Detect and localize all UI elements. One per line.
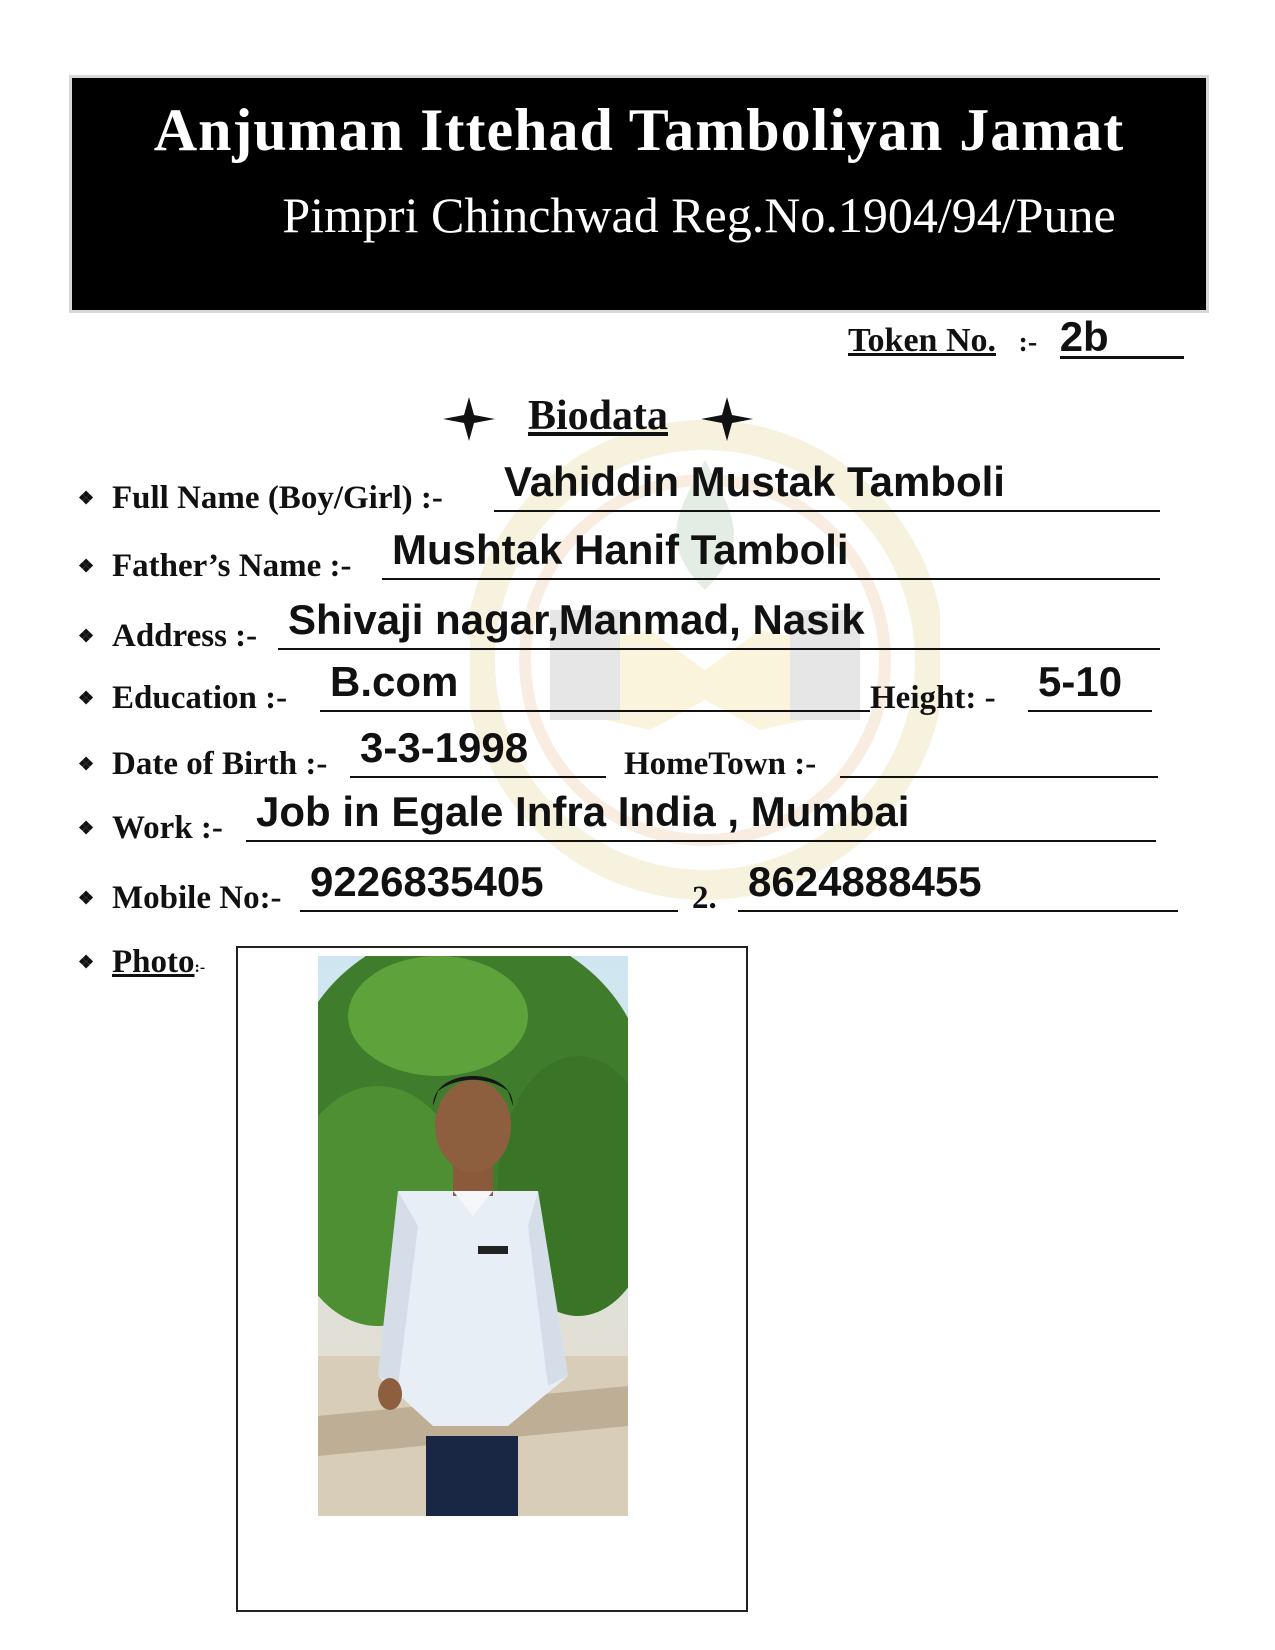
four-point-star-icon xyxy=(443,397,495,441)
token-row xyxy=(848,313,1184,360)
field-full-name xyxy=(78,458,1178,520)
diamond-bullet-icon: ❖ xyxy=(78,488,95,508)
dob-value-line xyxy=(350,724,606,778)
height-value-line xyxy=(1028,658,1152,712)
field-dob-hometown xyxy=(78,724,1178,786)
mobile2-label: 2. xyxy=(692,880,717,916)
biodata-title xyxy=(438,392,758,441)
photo-frame xyxy=(236,946,748,1612)
field-work xyxy=(78,788,1178,850)
address-label: Address :- xyxy=(112,618,258,654)
full-name-value-line xyxy=(494,458,1160,512)
hometown-label: HomeTown :- xyxy=(624,746,817,782)
token-value: 2b xyxy=(1060,318,1184,359)
diamond-bullet-icon: ❖ xyxy=(78,556,95,576)
hometown-value-line xyxy=(840,736,1158,778)
full-name-label: Full Name (Boy/Girl) :- xyxy=(112,480,443,516)
work-value-line xyxy=(246,788,1156,842)
address-value: Shivaji nagar,Manmad, Nasik xyxy=(288,596,865,643)
four-point-star-icon xyxy=(701,397,753,441)
education-value-line xyxy=(320,658,870,712)
height-label: Height: - xyxy=(870,680,996,716)
biodata-heading: Biodata xyxy=(527,393,669,439)
education-label: Education :- xyxy=(112,680,288,716)
organization-name: Anjuman Ittehad Tamboliyan Jamat xyxy=(153,97,1125,163)
field-mobile xyxy=(78,858,1188,920)
header-banner xyxy=(72,78,1206,310)
photo-label-suffix: :- xyxy=(194,959,206,976)
token-label: Token No. xyxy=(848,322,997,359)
full-name-value: Vahiddin Mustak Tamboli xyxy=(504,458,1005,505)
education-value: B.com xyxy=(330,658,459,705)
height-value: 5-10 xyxy=(1038,658,1123,705)
work-label: Work :- xyxy=(112,810,223,846)
diamond-bullet-icon: ❖ xyxy=(78,952,95,972)
field-address xyxy=(78,596,1178,658)
work-value: Job in Egale Infra India , Mumbai xyxy=(256,788,910,835)
father-name-label: Father’s Name :- xyxy=(112,548,352,584)
father-name-value: Mushtak Hanif Tamboli xyxy=(392,526,849,573)
diamond-bullet-icon: ❖ xyxy=(78,818,95,838)
field-education-height xyxy=(78,658,1178,720)
organization-registration: Pimpri Chinchwad Reg.No.1904/94/Pune xyxy=(282,187,1116,243)
token-separator: :- xyxy=(1018,327,1038,358)
diamond-bullet-icon: ❖ xyxy=(78,888,95,908)
field-father-name xyxy=(78,526,1178,588)
hometown-value xyxy=(840,724,850,771)
profile-photo xyxy=(318,956,628,1516)
dob-value: 3-3-1998 xyxy=(360,724,529,771)
mobile1-value-line xyxy=(300,858,678,912)
address-value-line xyxy=(278,596,1160,650)
mobile2-value-line xyxy=(738,858,1178,912)
diamond-bullet-icon: ❖ xyxy=(78,626,95,646)
mobile2-value: 8624888455 xyxy=(748,858,982,905)
photo-label-wrap xyxy=(112,944,205,981)
mobile1-value: 9226835405 xyxy=(310,858,544,905)
father-name-value-line xyxy=(382,526,1160,580)
mobile-label: Mobile No:- xyxy=(112,880,282,916)
dob-label: Date of Birth :- xyxy=(112,746,328,782)
diamond-bullet-icon: ❖ xyxy=(78,688,95,708)
diamond-bullet-icon: ❖ xyxy=(78,754,95,774)
photo-label: Photo xyxy=(112,944,195,980)
